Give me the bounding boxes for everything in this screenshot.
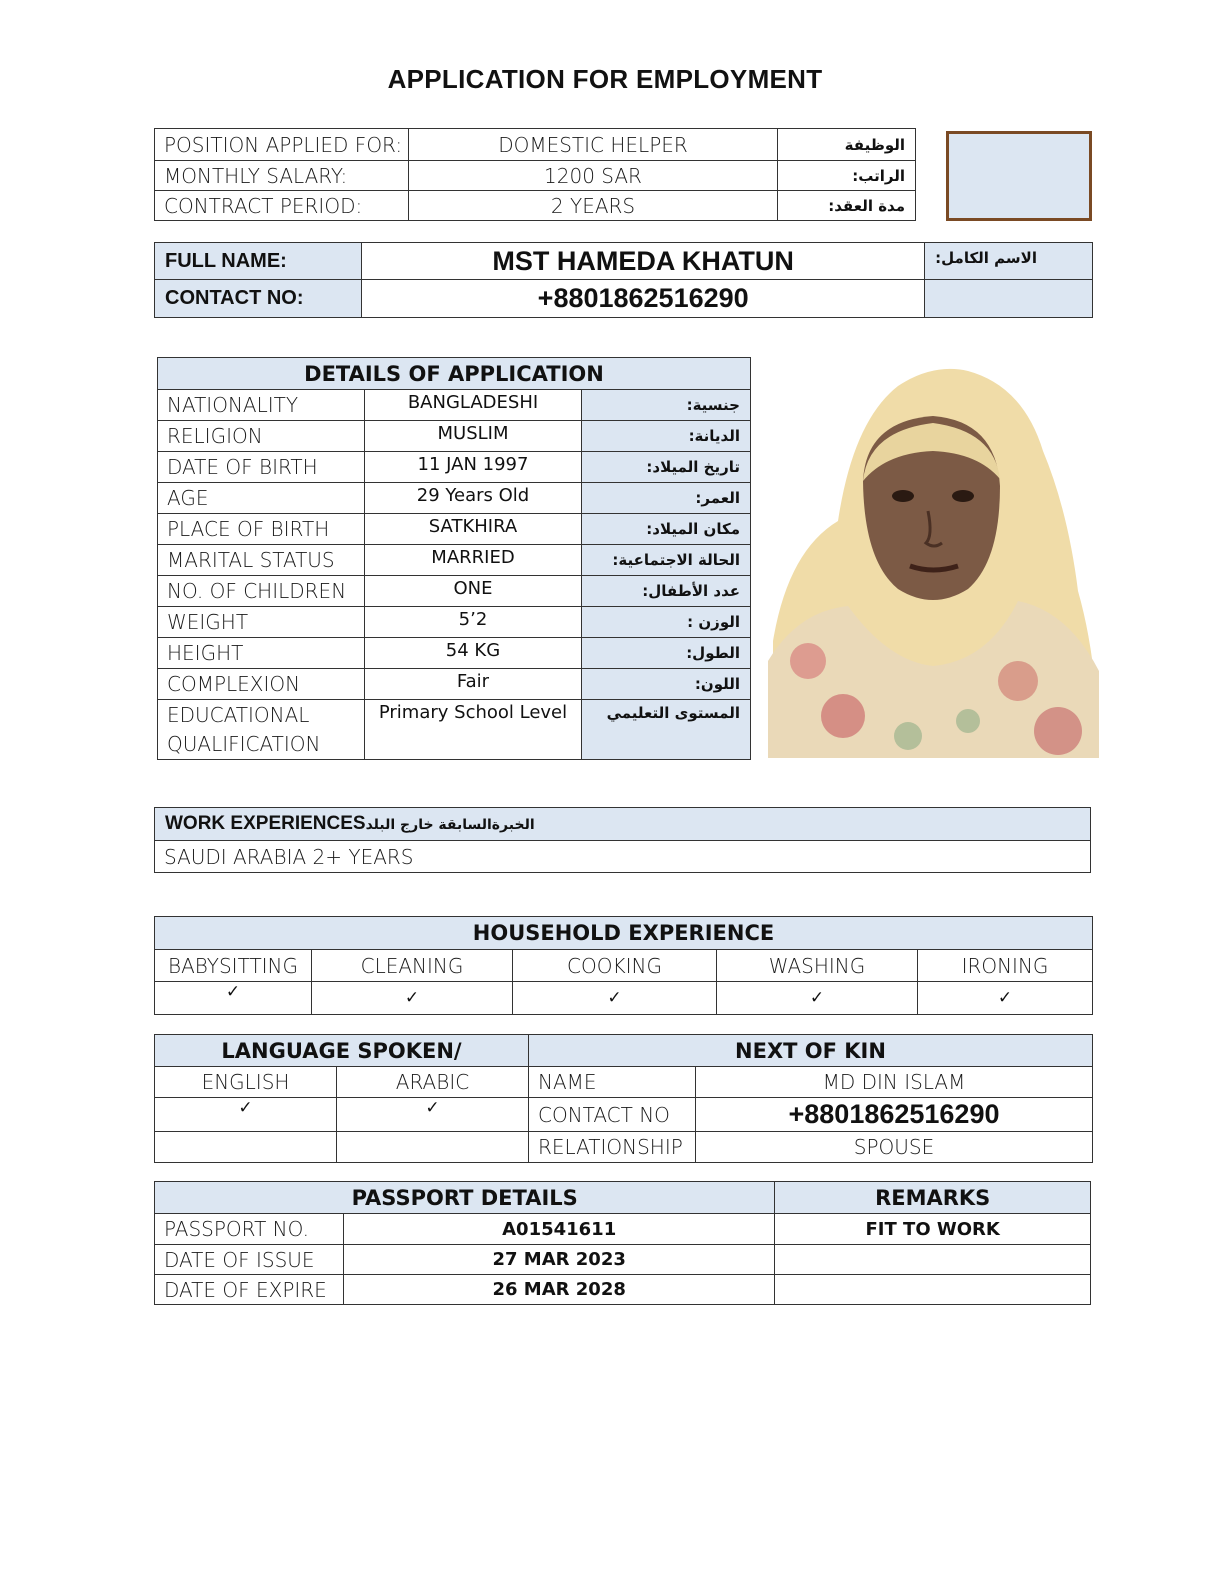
passport-no-value: A01541611: [344, 1214, 775, 1245]
remarks-header: REMARKS: [775, 1182, 1091, 1214]
salary-value: 1200 SAR: [409, 161, 778, 191]
details-row: [158, 576, 751, 607]
position-label-ar: الوظيفة: [778, 129, 916, 161]
expire-row: [155, 1275, 1091, 1305]
kin-header: NEXT OF KIN: [529, 1035, 1093, 1067]
cleaning-check-icon: ✓: [312, 982, 513, 1015]
details-label-ar: العمر:: [582, 483, 751, 514]
education-label-line-2: QUALIFICATION: [167, 731, 321, 756]
details-row: [158, 545, 751, 576]
kin-contact-value: +8801862516290: [696, 1098, 1093, 1132]
details-value: 11 JAN 1997: [365, 452, 582, 483]
household-header: HOUSEHOLD EXPERIENCE: [155, 917, 1093, 950]
education-label: [158, 700, 365, 760]
skill-washing: WASHING: [717, 950, 918, 982]
kin-name-value: MD DIN ISLAM: [696, 1067, 1093, 1098]
details-value: 29 Years Old: [365, 483, 582, 514]
work-value-row: [155, 841, 1091, 873]
education-label-line-1: EDUCATIONAL: [167, 702, 310, 727]
contract-value: 2 YEARS: [409, 191, 778, 221]
photo-placeholder-box: [946, 131, 1092, 221]
details-label: NATIONALITY: [158, 390, 365, 421]
skill-cooking: COOKING: [513, 950, 717, 982]
position-row: [155, 129, 916, 161]
salary-label: MONTHLY SALARY:: [155, 161, 409, 191]
language-header: LANGUAGE SPOKEN/: [155, 1035, 529, 1067]
details-value: ONE: [365, 576, 582, 607]
issue-label: DATE OF ISSUE: [155, 1245, 344, 1275]
details-value: MARRIED: [365, 545, 582, 576]
contact-blank-cell: [925, 280, 1093, 318]
details-label: HEIGHT: [158, 638, 365, 669]
work-header-row: [155, 808, 1091, 841]
contact-label: CONTACT NO:: [155, 280, 362, 318]
details-label-ar: تاريخ الميلاد:: [582, 452, 751, 483]
expire-value: 26 MAR 2028: [344, 1275, 775, 1305]
details-value: Fair: [365, 669, 582, 700]
english-blank-cell: [155, 1132, 337, 1163]
identity-table: [154, 242, 1093, 318]
work-header-cell: [155, 808, 1091, 841]
language-kin-row-3: [155, 1132, 1093, 1163]
details-label: WEIGHT: [158, 607, 365, 638]
details-row: [158, 421, 751, 452]
work-value: SAUDI ARABIA 2+ YEARS: [155, 841, 1091, 873]
details-label-ar: الديانة:: [582, 421, 751, 452]
details-label: RELIGION: [158, 421, 365, 452]
household-header-row: [155, 917, 1093, 950]
household-check-row: [155, 982, 1093, 1015]
details-header: DETAILS OF APPLICATION: [158, 358, 751, 390]
education-value: Primary School Level: [365, 700, 582, 760]
details-label: DATE OF BIRTH: [158, 452, 365, 483]
arabic-blank-cell: [337, 1132, 529, 1163]
kin-relationship-label: RELATIONSHIP: [529, 1132, 696, 1163]
passport-no-label: PASSPORT NO.: [155, 1214, 344, 1245]
details-label-ar: عدد الأطفال:: [582, 576, 751, 607]
details-row: [158, 452, 751, 483]
babysitting-check-icon: ✓: [155, 982, 312, 1015]
details-label: AGE: [158, 483, 365, 514]
details-row: [158, 514, 751, 545]
details-value: SATKHIRA: [365, 514, 582, 545]
work-header: WORK EXPERIENCES: [165, 813, 366, 834]
language-kin-header-row: [155, 1035, 1093, 1067]
english-check-icon: ✓: [155, 1098, 337, 1132]
applicant-photo: [768, 361, 1099, 758]
skill-ironing: IRONING: [918, 950, 1093, 982]
details-label: MARITAL STATUS: [158, 545, 365, 576]
skill-cleaning: CLEANING: [312, 950, 513, 982]
full-name-value: MST HAMEDA KHATUN: [362, 243, 925, 280]
details-label-ar: الوزن :: [582, 607, 751, 638]
salary-label-ar: الراتب:: [778, 161, 916, 191]
details-row: [158, 607, 751, 638]
cooking-check-icon: ✓: [513, 982, 717, 1015]
arabic-check-icon: ✓: [337, 1098, 529, 1132]
ironing-check-icon: ✓: [918, 982, 1093, 1015]
household-table: [154, 916, 1093, 1015]
salary-row: [155, 161, 916, 191]
full-name-label: FULL NAME:: [155, 243, 362, 280]
remarks-value: FIT TO WORK: [775, 1214, 1091, 1245]
details-label: NO. OF CHILDREN: [158, 576, 365, 607]
applicant-photo-illustration: [768, 361, 1099, 758]
details-header-row: [158, 358, 751, 390]
details-row: [158, 669, 751, 700]
page-title: APPLICATION FOR EMPLOYMENT: [387, 64, 823, 94]
details-label-ar: جنسية:: [582, 390, 751, 421]
contact-row: [155, 280, 1093, 318]
passport-remarks-table: [154, 1181, 1091, 1305]
contract-label: CONTRACT PERIOD:: [155, 191, 409, 221]
details-label: COMPLEXION: [158, 669, 365, 700]
kin-contact-label: CONTACT NO: [529, 1098, 696, 1132]
details-table: [157, 357, 751, 760]
washing-check-icon: ✓: [717, 982, 918, 1015]
language-kin-row-2: [155, 1098, 1093, 1132]
language-kin-row-1: [155, 1067, 1093, 1098]
issue-row: [155, 1245, 1091, 1275]
kin-name-label: NAME: [529, 1067, 696, 1098]
household-skills-row: [155, 950, 1093, 982]
education-label-ar: المستوى التعليمي: [582, 700, 751, 760]
contract-row: [155, 191, 916, 221]
language-arabic: ARABIC: [337, 1067, 529, 1098]
passport-header: PASSPORT DETAILS: [155, 1182, 775, 1214]
expire-label: DATE OF EXPIRE: [155, 1275, 344, 1305]
full-name-row: [155, 243, 1093, 280]
full-name-label-ar: الاسم الكامل:: [925, 243, 1093, 280]
details-label-ar: الحالة الاجتماعية:: [582, 545, 751, 576]
details-row: [158, 390, 751, 421]
position-label: POSITION APPLIED FOR:: [155, 129, 409, 161]
details-row: [158, 638, 751, 669]
position-table: [154, 128, 916, 221]
kin-relationship-value: SPOUSE: [696, 1132, 1093, 1163]
work-header-ar: الخبرةالسابقة خارج البلد: [365, 817, 535, 833]
language-english: ENGLISH: [155, 1067, 337, 1098]
passport-header-row: [155, 1182, 1091, 1214]
details-label-ar: الطول:: [582, 638, 751, 669]
details-value: 54 KG: [365, 638, 582, 669]
details-label: PLACE OF BIRTH: [158, 514, 365, 545]
work-experience-table: [154, 807, 1091, 873]
contract-label-ar: مدة العقد:: [778, 191, 916, 221]
language-kin-table: [154, 1034, 1093, 1163]
position-value: DOMESTIC HELPER: [409, 129, 778, 161]
remarks-blank-cell-1: [775, 1245, 1091, 1275]
skill-babysitting: BABYSITTING: [155, 950, 312, 982]
details-value: 5’2: [365, 607, 582, 638]
contact-value: +8801862516290: [362, 280, 925, 318]
details-row: [158, 483, 751, 514]
passport-no-row: [155, 1214, 1091, 1245]
details-value: BANGLADESHI: [365, 390, 582, 421]
details-label-ar: اللون:: [582, 669, 751, 700]
remarks-blank-cell-2: [775, 1275, 1091, 1305]
details-label-ar: مكان الميلاد:: [582, 514, 751, 545]
issue-value: 27 MAR 2023: [344, 1245, 775, 1275]
education-row: [158, 700, 751, 760]
details-value: MUSLIM: [365, 421, 582, 452]
